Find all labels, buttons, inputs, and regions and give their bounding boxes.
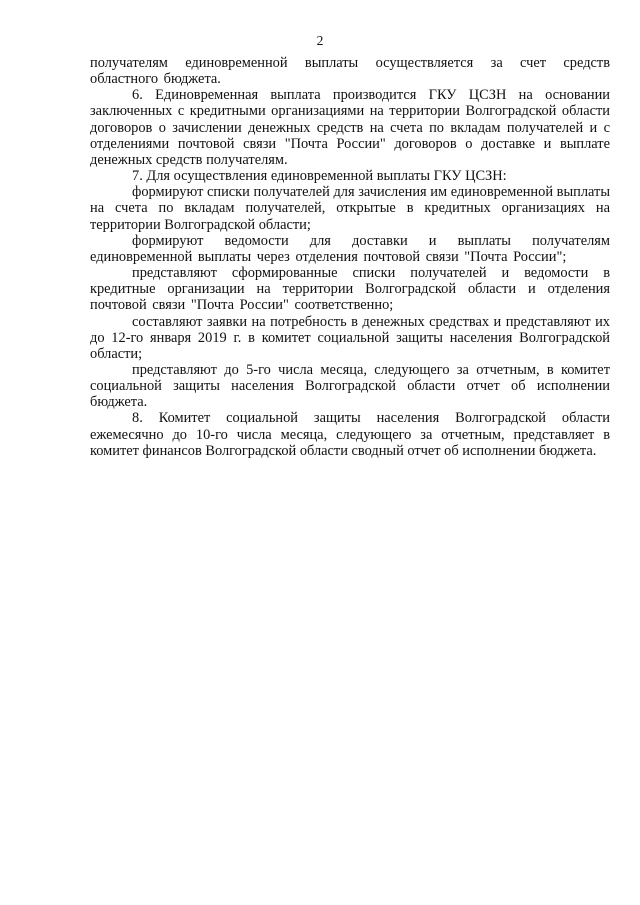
paragraph-continuation: получателям единовременной выплаты осуществляется за счет средств областного бюджета. [90, 55, 610, 88]
document-body [90, 55, 610, 459]
paragraph-item-7-a: формируют списки получателей для зачисления им единовременной выплаты на счета по вкладам получателей, открытые в кредитных организациях на территории Волгоградской области; [90, 184, 610, 233]
paragraph-item-7-c: представляют сформированные списки получателей и ведомости в кредитные организации на территории Волгоградской области и отделения почтовой связи "Почта России" соответственно; [90, 265, 610, 314]
page-number: 2 [316, 33, 324, 48]
paragraph-item-7-e: представляют до 5-го числа месяца, следующего за отчетным, в комитет социальной защиты населения Волгоградской области отчет об исполнении бюджета. [90, 361, 610, 411]
paragraph-item-7-b: формируют ведомости для доставки и выплаты получателям единовременной выплаты через отделения почтовой связи "Почта России"; [90, 232, 610, 265]
paragraph-item-7-d: составляют заявки на потребность в денежных средствах и представляют их до 12-го января 2019 г. в комитет социальной защиты населения Волгоградской области; [90, 313, 610, 362]
paragraph-item-8: 8. Комитет социальной защиты населения Волгоградской области ежемесячно до 10-го числа месяца, следующего за отчетным, представляет в комитет финансов Волгоградской области сводный отчет об исполнении бюджета. [90, 410, 610, 459]
paragraph-item-7: 7. Для осуществления единовременной выплаты ГКУ ЦСЗН: [132, 168, 507, 185]
paragraph-item-6: 6. Единовременная выплата производится ГКУ ЦСЗН на основании заключенных с кредитными организациями на территории Волгоградской области договоров о зачислении денежных средств на счета по вкладам получателей и с отделениями почтовой связи "Почта России" договоров о доставке и выплате денежных средств получателям. [90, 87, 610, 168]
